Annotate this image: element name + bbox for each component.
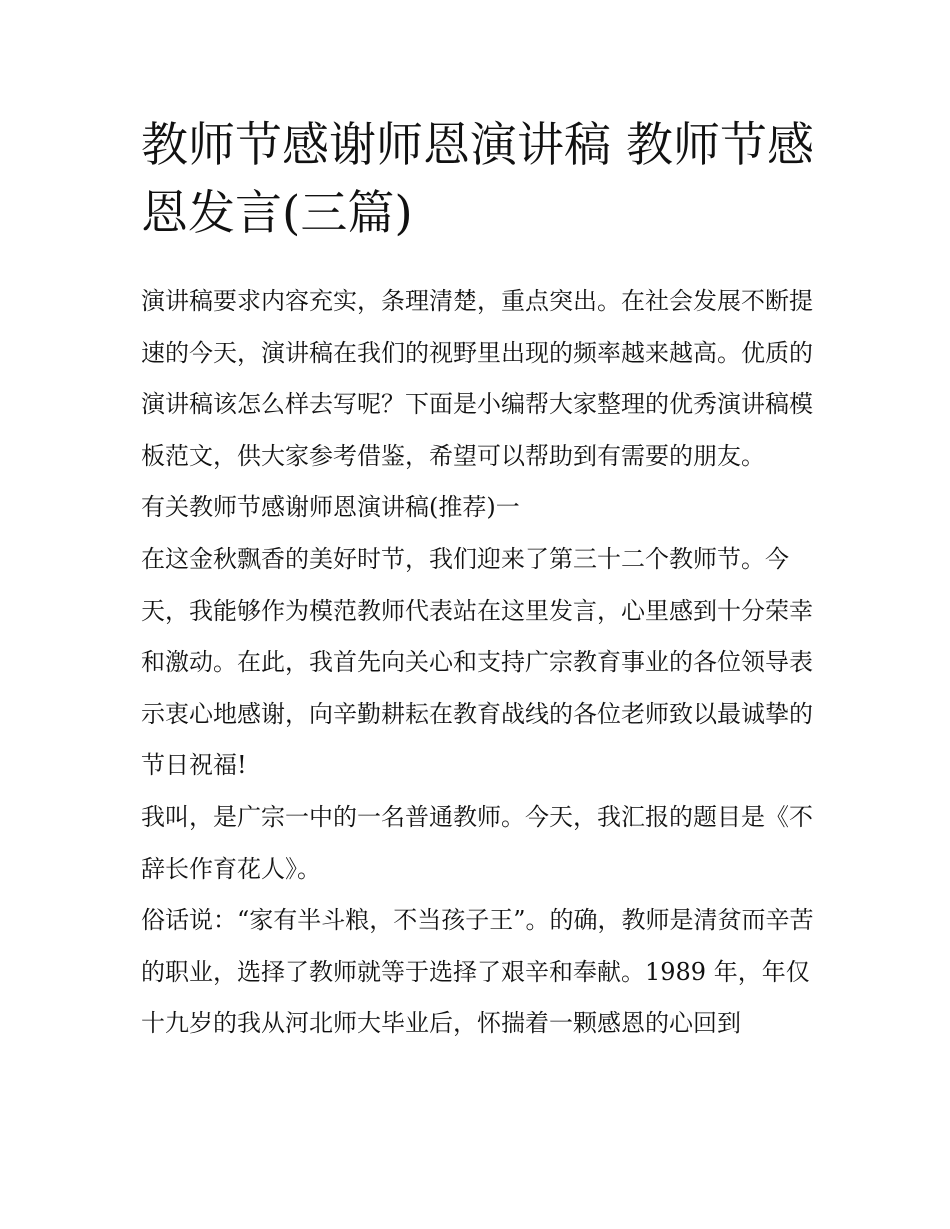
speech-paragraph-2: 我叫，是广宗一中的一名普通教师。今天，我汇报的题目是《不辞长作育花人》。 (141, 802, 813, 883)
speech-paragraph-3: 俗话说：“家有半斗粮，不当孩子王”。的确，教师是清贫而辛苦的职业，选择了教师就等于选择了艰辛和奉献。1989 年，年仅十九岁的我从河北师大毕业后，怀揣着一颗感恩的心回到 (141, 906, 814, 1038)
document-title: 教师节感谢师恩演讲稿 教师节感恩发言(三篇) (141, 118, 814, 241)
section-heading: 有关教师节感谢师恩演讲稿(推荐)一 (141, 493, 520, 522)
speech-paragraph-1: 在这金秋飘香的美好时节，我们迎来了第三十二个教师节。今天，我能够作为模范教师代表站在这里发言，心里感到十分荣幸和激动。在此，我首先向关心和支持广宗教育事业的各位领导表示衷心地感谢，向辛勤耕耘在教育战线的各位老师致以最诚挚的节日祝福! (141, 544, 813, 780)
document-content (141, 112, 816, 1050)
document-body (141, 276, 816, 1050)
intro-paragraph: 演讲稿要求内容充实，条理清楚，重点突出。在社会发展不断提速的今天，演讲稿在我们的视野里出现的频率越来越高。优质的演讲稿该怎么样去写呢？下面是小编帮大家整理的优秀演讲稿模板范文，供大家参考借鉴，希望可以帮助到有需要的朋友。 (141, 287, 813, 470)
